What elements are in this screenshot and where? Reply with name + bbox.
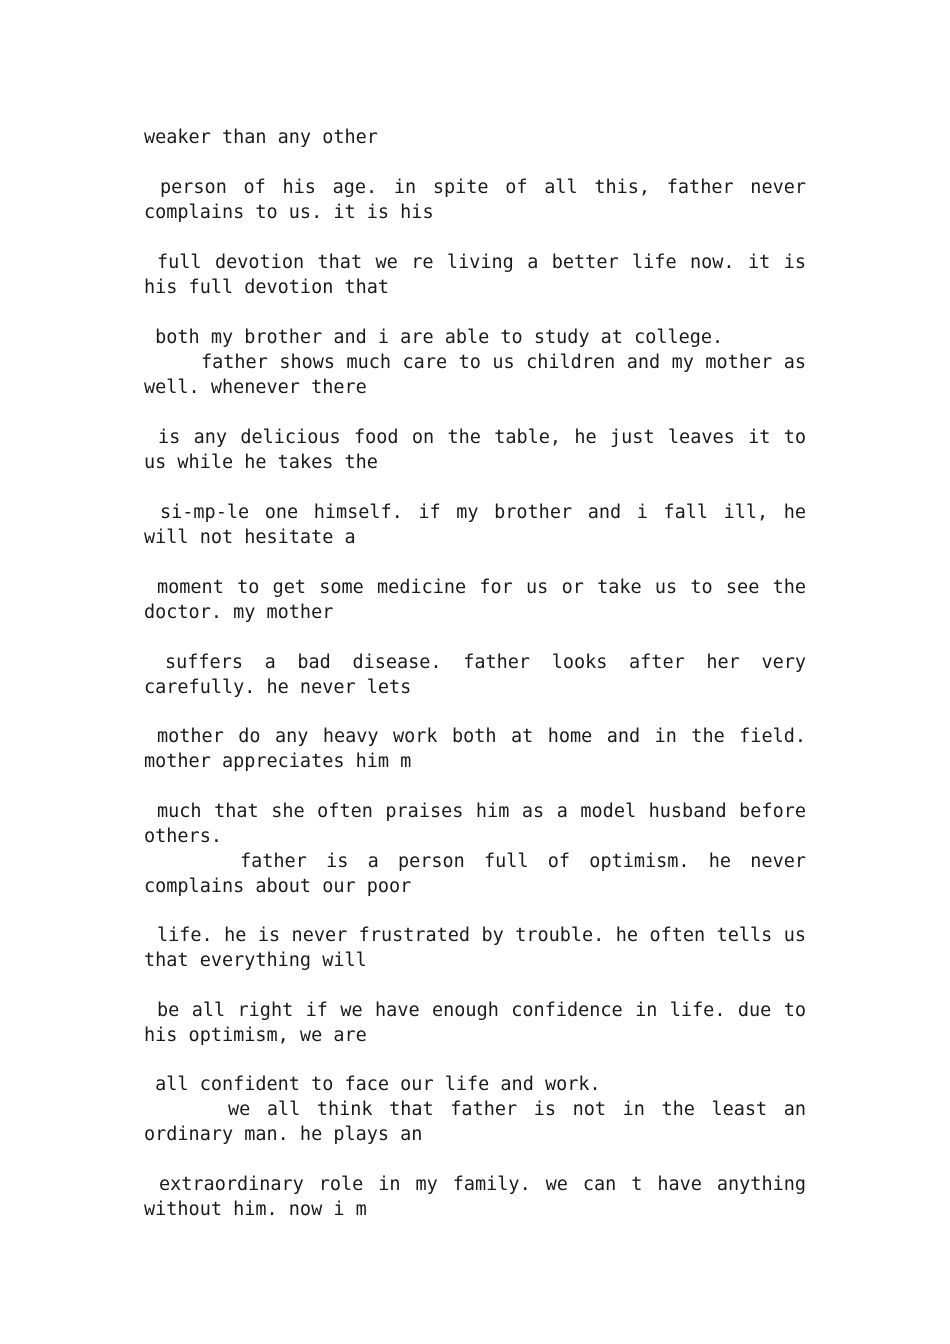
text-line: we all think that father is not in the least an xyxy=(228,1099,806,1120)
text-line: mother do any heavy work both at home and in the field. xyxy=(157,726,806,747)
text-line: full devotion that we re living a better life now. it is xyxy=(157,252,806,273)
text-line: without him. now i m xyxy=(144,1199,367,1220)
text-line: his full devotion that xyxy=(144,277,390,298)
text-line: his optimism, we are xyxy=(144,1025,367,1046)
text-line: father is a person full of optimism. he never xyxy=(240,851,806,872)
text-line: complains to us. it is his xyxy=(144,202,434,223)
text-line: life. he is never frustrated by trouble. he often tells us xyxy=(157,925,806,946)
text-line: father shows much care to us children and my mother as xyxy=(201,352,806,373)
text-line: moment to get some medicine for us or take us to see the xyxy=(157,577,806,598)
text-line: be all right if we have enough confidence in life. due to xyxy=(157,1000,806,1021)
text-line: is any delicious food on the table, he just leaves it to xyxy=(158,427,806,448)
text-line: suffers a bad disease. father looks after her very xyxy=(165,652,806,673)
text-line: extraordinary role in my family. we can t have anything xyxy=(159,1174,806,1195)
text-line: carefully. he never lets xyxy=(144,677,412,698)
text-line: complains about our poor xyxy=(144,876,412,897)
text-line: ordinary man. he plays an xyxy=(144,1124,423,1145)
text-line: all confident to face our life and work. xyxy=(144,1074,601,1095)
text-line: person of his age. in spite of all this, father never xyxy=(160,177,806,198)
text-line: that everything will xyxy=(144,950,367,971)
text-line: much that she often praises him as a model husband before xyxy=(157,801,806,822)
text-line: weaker than any other xyxy=(144,127,378,148)
text-line: mother appreciates him m xyxy=(144,751,412,772)
text-line: doctor. my mother xyxy=(144,602,334,623)
text-line: both my brother and i are able to study at college. xyxy=(144,327,724,348)
text-line: si-mp-le one himself. if my brother and i fall ill, he xyxy=(160,502,806,523)
text-line: will not hesitate a xyxy=(144,527,356,548)
text-line: well. whenever there xyxy=(144,377,367,398)
text-line: others. xyxy=(144,826,222,847)
text-line: us while he takes the xyxy=(144,452,378,473)
